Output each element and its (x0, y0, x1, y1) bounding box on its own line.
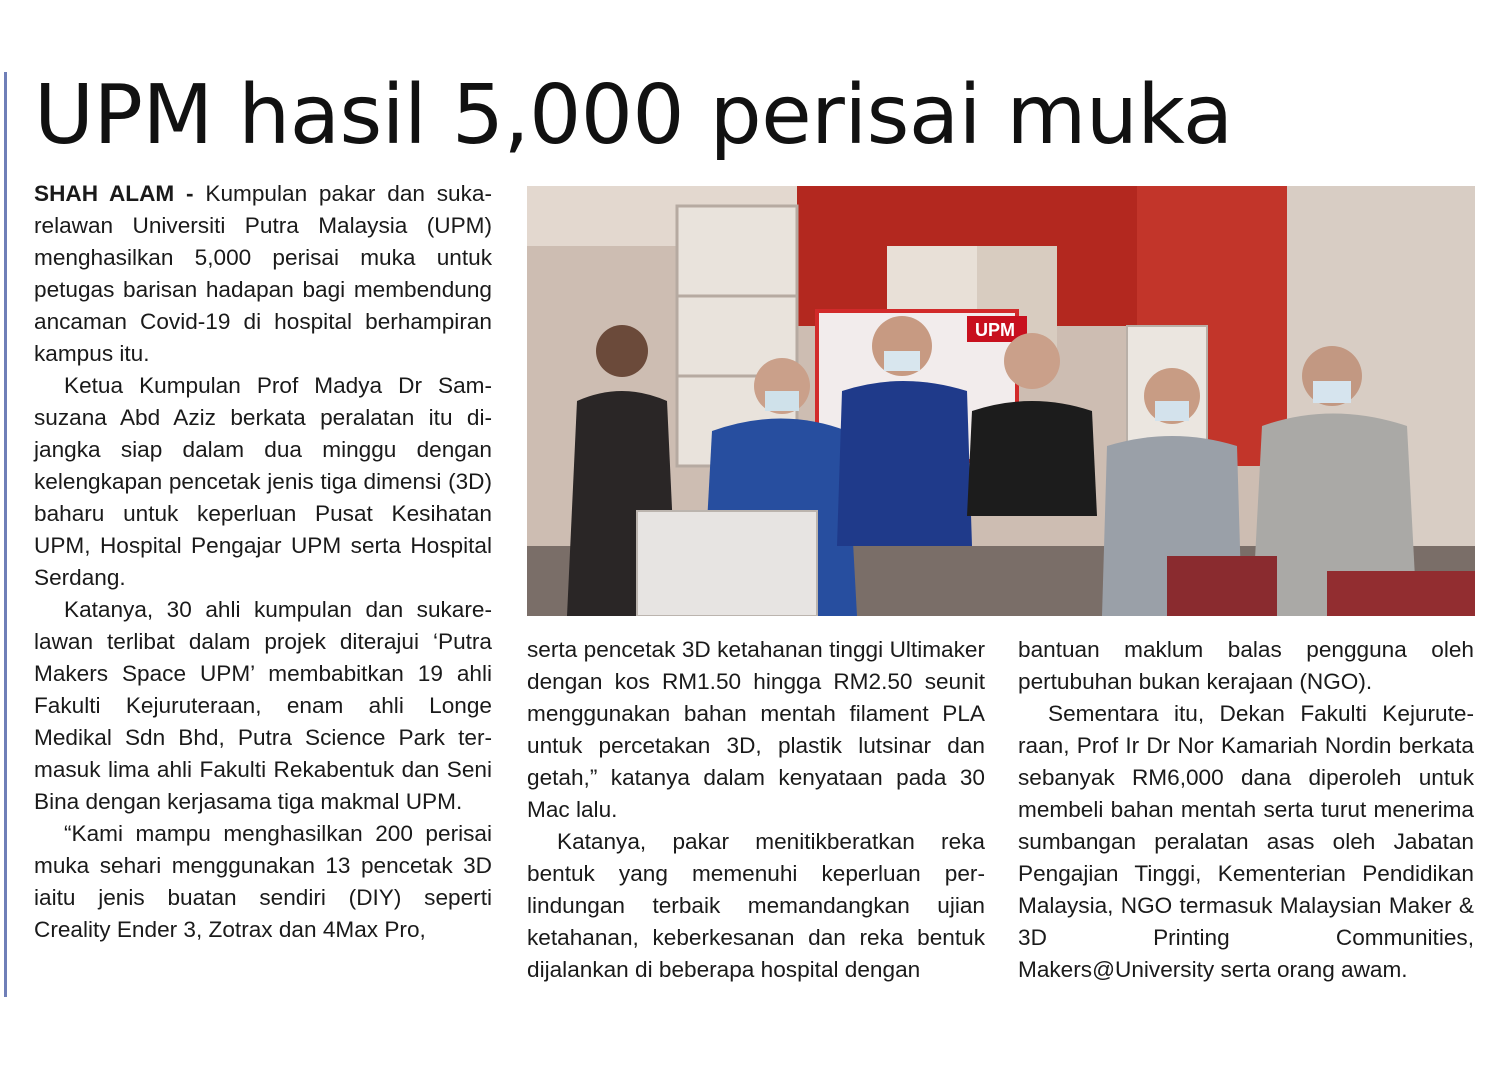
article-paragraph (34, 178, 492, 370)
article-paragraph: “Kami mampu menghasilkan 200 perisai muka sehari menggunakan 13 pencetak 3D iaitu jenis buatan sendiri (DIY) seperti Creality Ender 3, Zotrax dan 4Max Pro, (34, 821, 492, 942)
article-paragraph: Sementara itu, Dekan Fakulti Kejuruteraan, Prof Ir Dr Nor Kamariah Nordin berkata sebanyak RM6,000 dana diperoleh untuk membeli bahan mentah serta turut menerima sumbangan peralatan asas oleh Jabatan Pengajian Tinggi, Kementerian Pendidikan Malaysia, NGO termasuk Malaysian Maker & 3D Printing Communities, Makers@University serta orang awam. (1018, 701, 1474, 982)
article-paragraph: bantuan maklum balas pengguna oleh pertubuhan bukan kerajaan (NGO). (1018, 637, 1474, 694)
banner-text: UPM (975, 320, 1015, 340)
headline: UPM hasil 5,000 perisai muka (34, 68, 1233, 163)
article-column-2 (527, 634, 985, 986)
article-paragraph: Ketua Kumpulan Prof Madya Dr Samsuzana Abd Aziz berkata peralatan itu dijangka siap dalam dua minggu dengan kelengkapan pencetak jenis tiga dimensi (3D) baharu untuk keperluan Pusat Kesihatan UPM, Hospital Pengajar UPM serta Hospital Serdang. (34, 373, 492, 590)
article-paragraph: Katanya, pakar menitikberatkan reka bentuk yang memenuhi keperluan perlindungan terbaik memandangkan ujian ketahanan, keberkesanan dan reka bentuk dijalankan di beberapa hospital dengan (527, 829, 985, 982)
news-photo (527, 186, 1475, 616)
article-column-3 (1018, 634, 1474, 986)
dateline: SHAH ALAM - (34, 181, 194, 206)
paragraph-text: Kumpulan pakar dan sukarelawan Universiti Putra Malaysia (UPM) menghasilkan 5,000 perisai muka untuk petugas barisan hadapan bagi membendung ancaman Covid-19 di hospital berhampiran kampus itu. (34, 181, 493, 366)
article-column-1 (34, 178, 492, 946)
article-paragraph: Katanya, 30 ahli kumpulan dan sukarelawan terlibat dalam projek diterajui ‘Putra Makers Space UPM’ membabitkan 19 ahli Fakulti Kejuruteraan, enam ahli Longe Medikal Sdn Bhd, Putra Science Park termasuk lima ahli Fakulti Rekabentuk dan Seni Bina dengan kerjasama tiga makmal UPM. (34, 597, 492, 814)
left-accent-rule (4, 72, 7, 997)
article-paragraph: serta pencetak 3D ketahanan tinggi Ultimaker dengan kos RM1.50 hingga RM2.50 seunit menggunakan bahan mentah filament PLA untuk percetakan 3D, plastik lutsinar dan getah,” katanya dalam kenyataan pada 30 Mac lalu. (527, 637, 985, 822)
